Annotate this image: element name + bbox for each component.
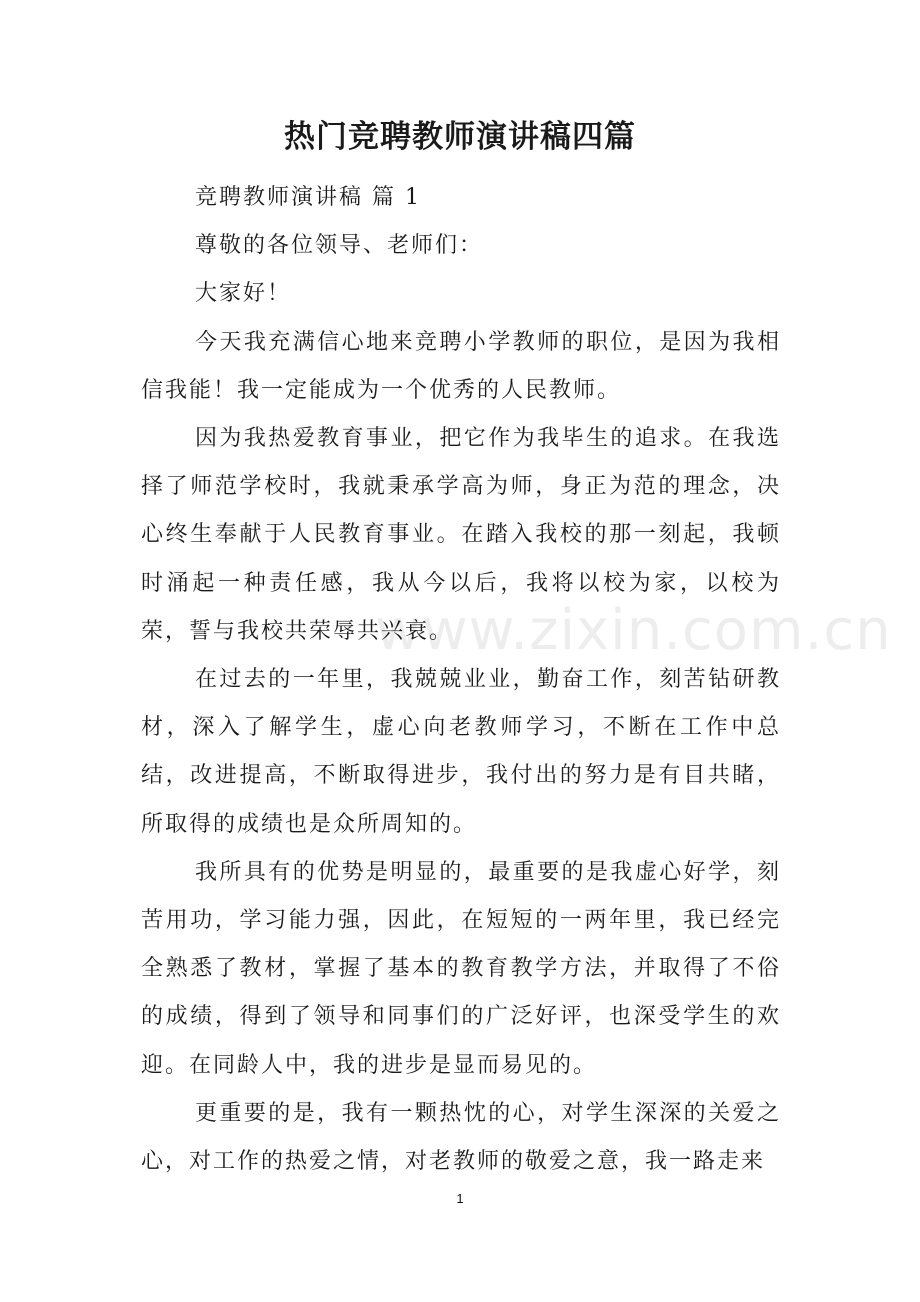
paragraph-salutation: 尊敬的各位领导、老师们： [195,233,484,259]
paragraph-greeting: 大家好！ [195,281,292,307]
page-number: 1 [456,1191,464,1206]
paragraph-body: 因为我热爱教育事业，把它作为我毕生的追求。在我选择了师范学校时，我就秉承学高为师，身正为范的理念，决心终生奉献于人民教育事业。在踏入我校的那一刻起，我顿时涌起一种责任感，我从今以后，我将以校为家，以校为荣，誓与我校共荣辱共兴衰。 [141,426,781,644]
watermark: www.zixin.com.cn [375,598,892,663]
paragraph-body: 我所具有的优势是明显的，最重要的是我虚心好学，刻苦用功，学习能力强，因此，在短短的一两年里，我已经完全熟悉了教材，掌握了基本的教育教学方法，并取得了不俗的成绩，得到了领导和同事们的广泛好评，也深受学生的欢迎。在同龄人中，我的进步是显而易见的。 [141,859,781,1078]
paragraph-section-heading: 竞聘教师演讲稿 篇 1 [195,185,421,210]
paragraph-body: 今天我充满信心地来竞聘小学教师的职位，是因为我相信我能！我一定能成为一个优秀的人民教师。 [141,329,781,403]
document-title: 热门竞聘教师演讲稿四篇 [284,119,636,155]
document-body [141,174,781,1186]
paragraph-body: 更重要的是，我有一颗热忱的心，对学生深深的关爱之心，对工作的热爱之情，对老教师的敬爱之意，我一路走来 [141,1100,781,1175]
paragraph-body: 在过去的一年里，我兢兢业业，勤奋工作，刻苦钻研教材，深入了解学生，虚心向老教师学习，不断在工作中总结，改进提高，不断取得进步，我付出的努力是有目共睹，所取得的成绩也是众所周知的。 [141,667,781,837]
